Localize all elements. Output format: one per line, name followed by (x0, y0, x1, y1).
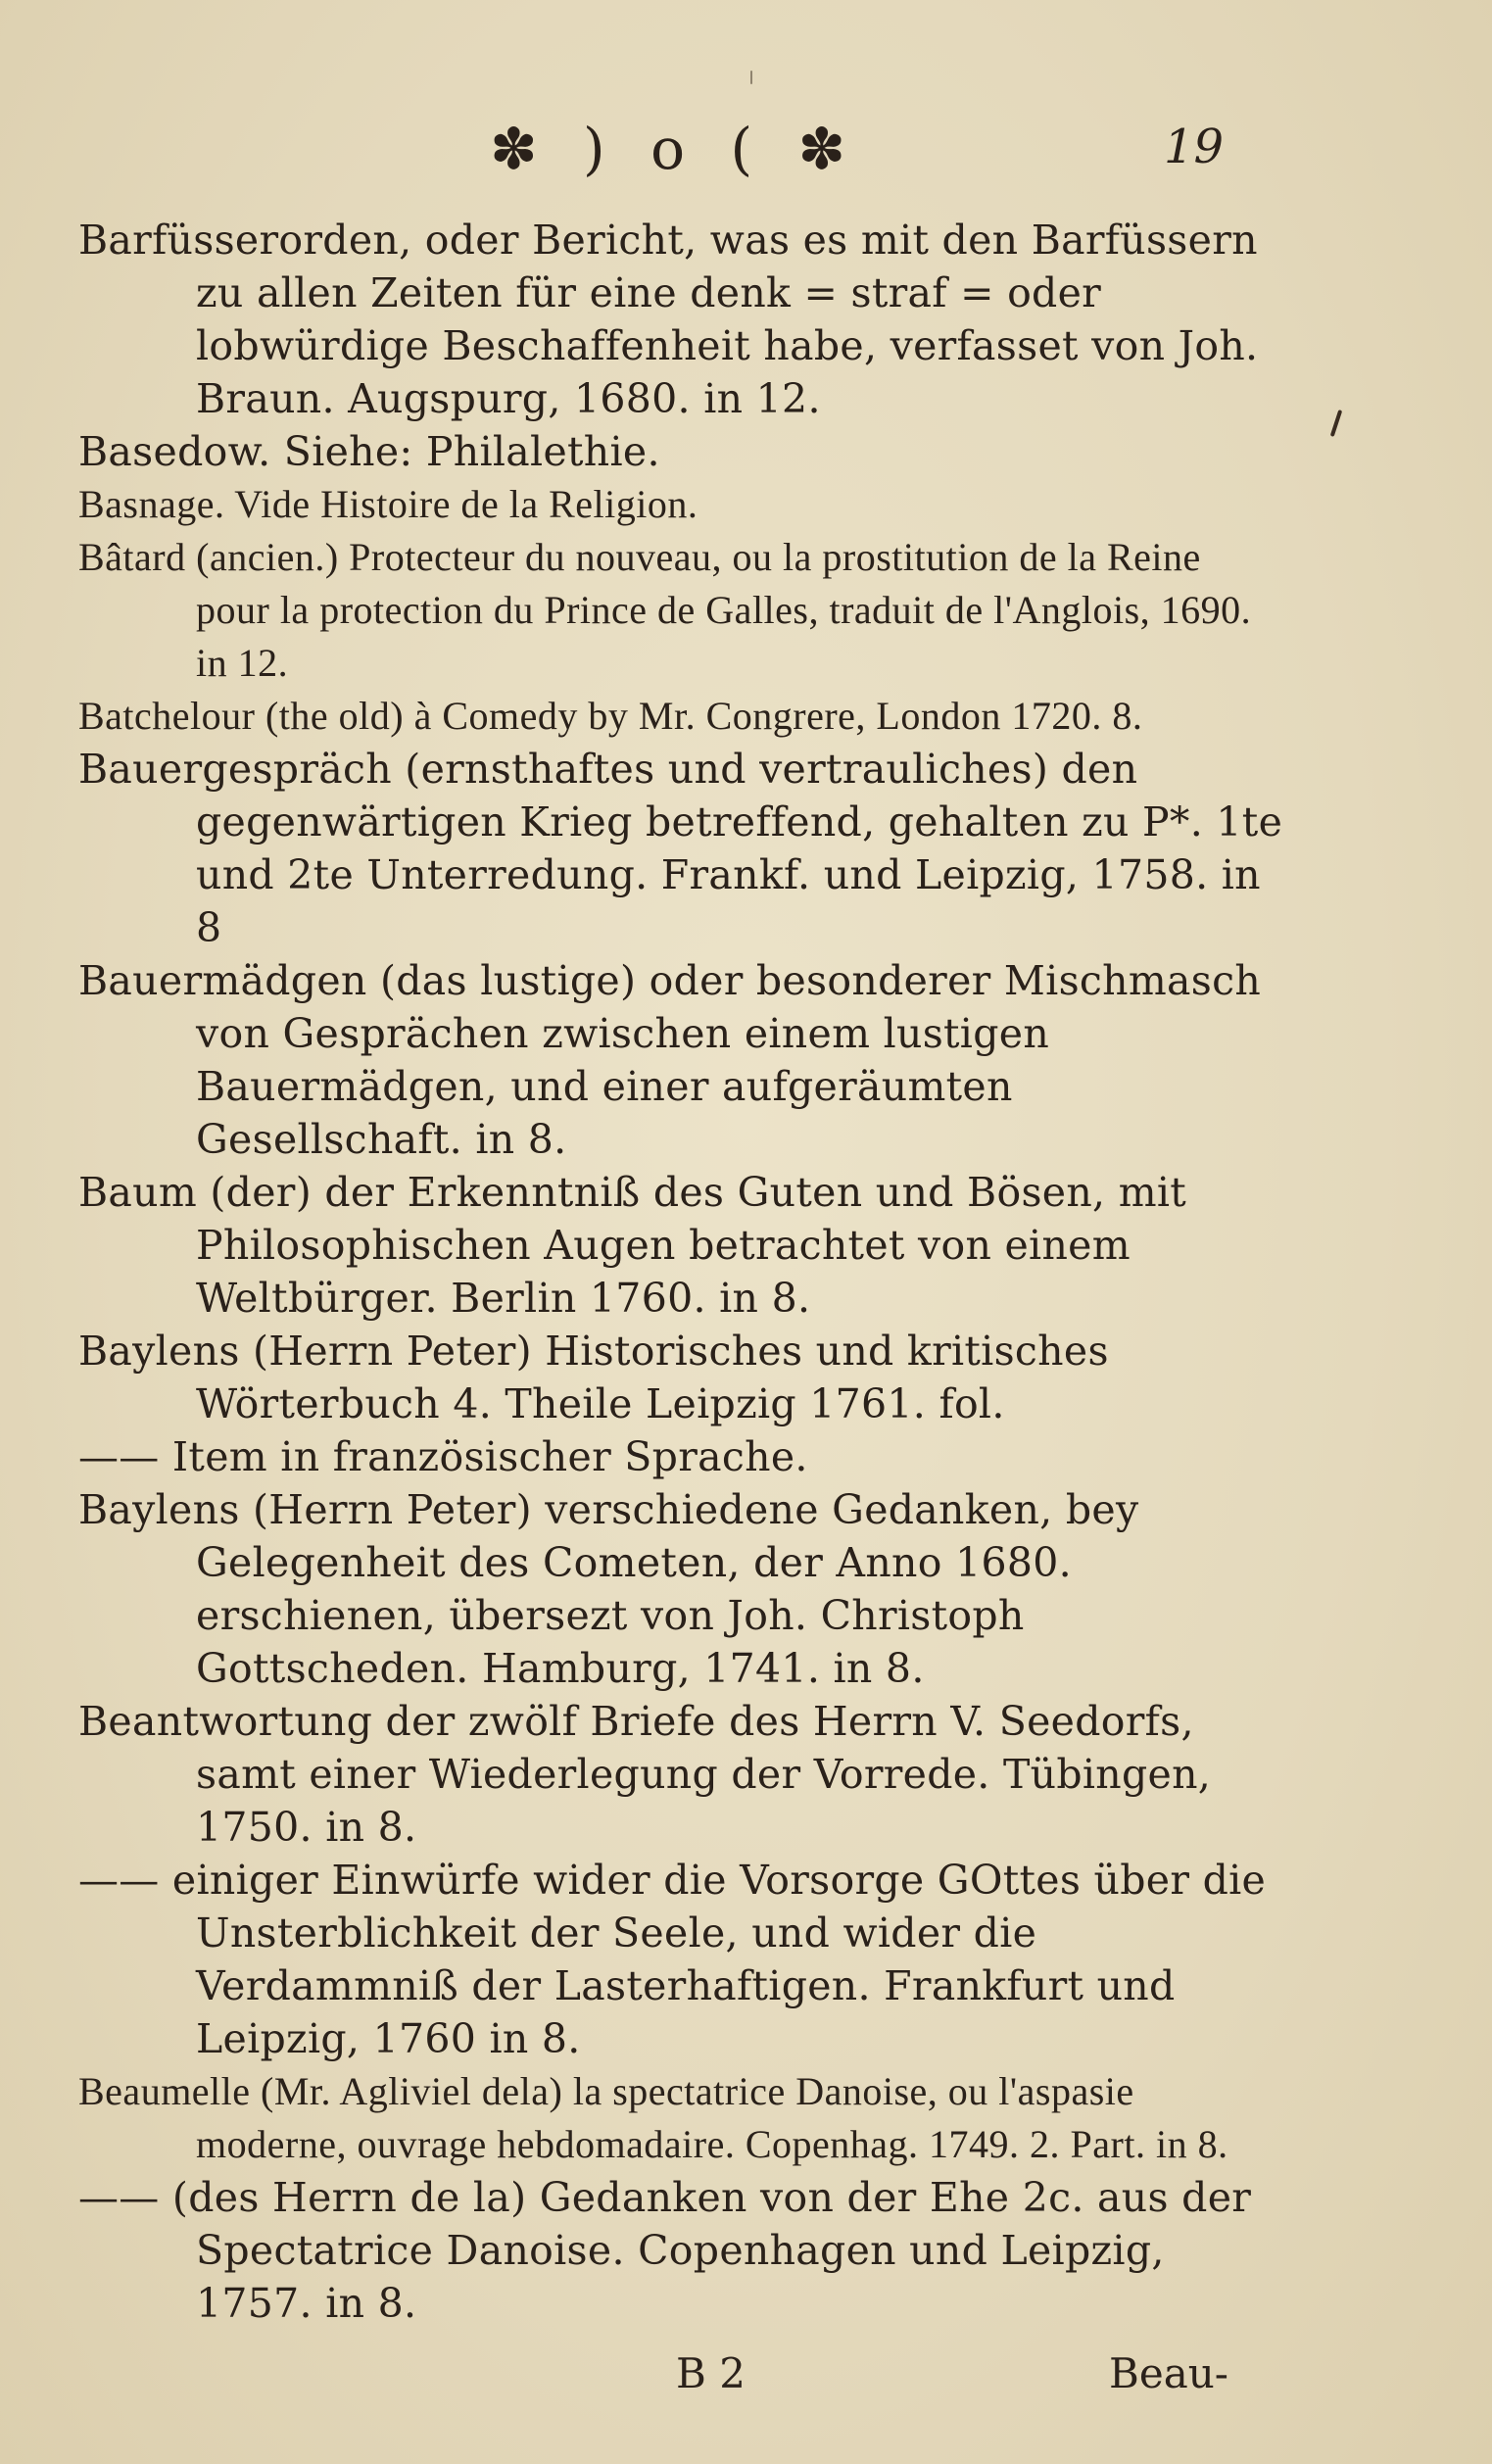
catalog-entry: Barfüsserorden, oder Bericht, was es mit den Barfüssern zu allen Zeiten für eine denk = straf = oder lobwürdige Beschaffenheit habe, verfasset von Joh. Braun. Augspurg, 1680. in 12. (78, 217, 1259, 422)
page-number: 19 (1164, 120, 1225, 174)
catalog-entry: Baum (der) der Erkenntniß des Guten und Bösen, mit Philosophischen Augen betrachtet von einem Weltbürger. Berlin 1760. in 8. (78, 1169, 1187, 1322)
catalog-entries (78, 214, 1283, 2330)
catalog-entry: Basedow. Siehe: Philalethie. (78, 428, 660, 475)
catalog-entry: Bauergespräch (ernsthaftes und vertrauliches) den gegenwärtigen Krieg betreffend, gehalten zu P*. 1te und 2te Unterredung. Frankf. und Leipzig, 1758. in 8 (78, 746, 1283, 951)
page-header (0, 116, 1492, 194)
printer-signature: B 2 (676, 2349, 746, 2397)
catalog-entry: Baylens (Herrn Peter) Historisches und kritisches Wörterbuch 4. Theile Leipzig 1761. fol. (78, 1328, 1109, 1427)
page-footer (0, 2349, 1492, 2408)
ink-speck (1330, 410, 1342, 437)
catalog-entry: —— Item in französischer Sprache. (78, 1433, 808, 1480)
catalog-entry: Bâtard (ancien.) Protecteur du nouveau, ou la prostitution de la Reine pour la protection du Prince de Galles, traduit de l'Anglois, 1690. in 12. (78, 535, 1252, 685)
header-ornament: ✽ ) o ( ✽ (490, 116, 860, 182)
catalog-entry: Beaumelle (Mr. Agliviel dela) la spectatrice Danoise, ou l'aspasie moderne, ouvrage hebdomadaire. Copenhag. 1749. 2. Part. in 8. (78, 2069, 1228, 2166)
catalog-entry: Beantwortung der zwölf Briefe des Herrn V. Seedorfs, samt einer Wiederlegung der Vorrede. Tübingen, 1750. in 8. (78, 1698, 1212, 1851)
ink-speck (750, 71, 752, 84)
catalog-entry: Baylens (Herrn Peter) verschiedene Gedanken, bey Gelegenheit des Cometen, der Anno 1680. erschienen, übersezt von Joh. Christoph Gottscheden. Hamburg, 1741. in 8. (78, 1486, 1139, 1692)
catalog-entry: —— (des Herrn de la) Gedanken von der Ehe 2c. aus der Spectatrice Danoise. Copenhagen und Leipzig, 1757. in 8. (78, 2174, 1252, 2327)
catalog-entry: Batchelour (the old) à Comedy by Mr. Congrere, London 1720. 8. (78, 694, 1143, 738)
catchword: Beau- (1109, 2349, 1229, 2397)
catalog-entry: —— einiger Einwürfe wider die Vorsorge GOttes über die Unsterblichkeit der Seele, und wider die Verdammniß der Lasterhaftigen. Frankfurt und Leipzig, 1760 in 8. (78, 1857, 1267, 2062)
catalog-entry: Bauermädgen (das lustige) oder besonderer Mischmasch von Gesprächen zwischen einem lustigen Bauermädgen, und einer aufgeräumten Gesellschaft. in 8. (78, 957, 1262, 1163)
catalog-entry: Basnage. Vide Histoire de la Religion. (78, 482, 698, 526)
